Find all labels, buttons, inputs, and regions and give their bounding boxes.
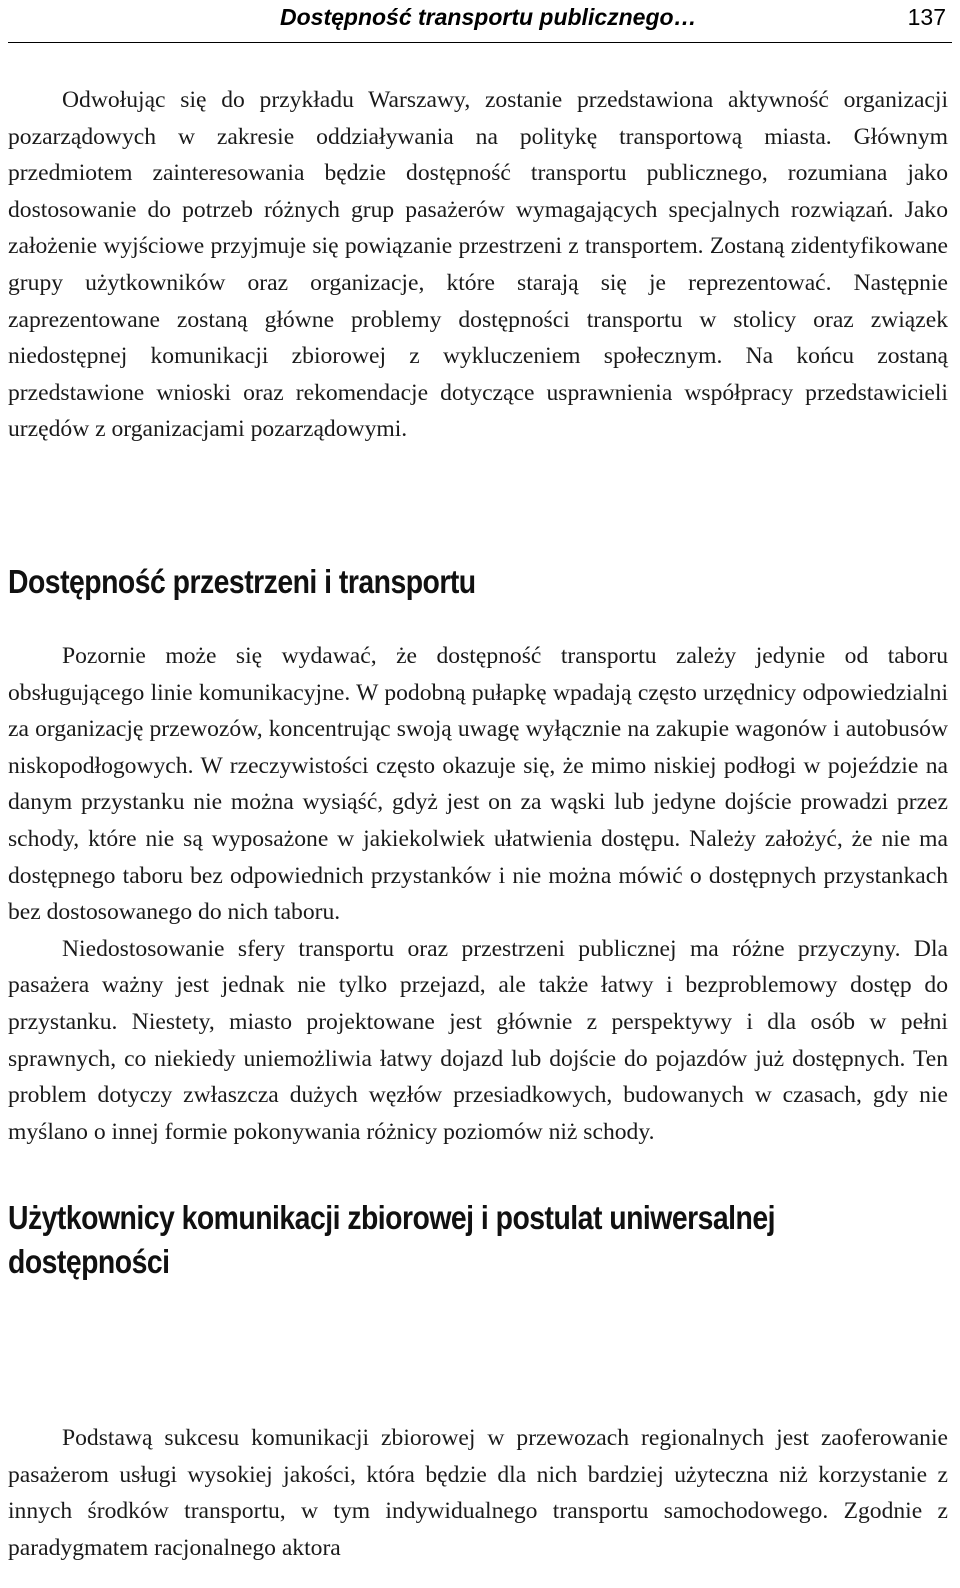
running-head xyxy=(8,0,952,43)
section-heading-users: Użytkownicy komunikacji zbiorowej i postulat uniwersalnej dostępności xyxy=(8,1199,775,1280)
intro-section xyxy=(8,82,948,448)
users-section xyxy=(8,1420,948,1566)
paragraph-podstawa: Podstawą sukcesu komunikacji zbiorowej w przewozach regionalnych jest zaoferowanie pasażerom usługi wysokiej jakości, która będzie dla nich bardziej użyteczna niż korzystanie z innych środków transportu, w tym indywidualnego transportu samochodowego. Zgodnie z paradygmatem racjonalnego aktora xyxy=(8,1425,948,1561)
accessibility-section xyxy=(8,638,948,1150)
section-heading-accessibility: Dostępność przestrzeni i transportu xyxy=(8,563,476,600)
page-number: 137 xyxy=(907,4,946,30)
intro-paragraph: Odwołując się do przykładu Warszawy, zostanie przedstawiona aktywność organizacji pozarządowych w zakresie oddziaływania na politykę transportową miasta. Głównym przedmiotem zainteresowania będzie dostępność transportu publicznego, rozumiana jako dostosowanie do potrzeb różnych grup pasażerów wymagających specjalnych rozwiązań. Jako założenie wyjściowe przyjmuje się powiązanie przestrzeni z transportem. Zostaną zidentyfikowane grupy użytkowników oraz organizacje, które starają się je reprezentować. Następnie zaprezentowane zostaną główne problemy dostępności transportu w stolicy oraz związek niedostępnej komunikacji zbiorowej z wykluczeniem społecznym. Na końcu zostaną przedstawione wnioski oraz rekomendacje dotyczące usprawnienia współpracy przedstawicieli urzędów z organizacjami pozarządowymi. xyxy=(8,87,948,443)
paragraph-niedostosowanie: Niedostosowanie sfery transportu oraz przestrzeni publicznej ma różne przyczyny. Dla pasażera ważny jest jednak nie tylko przejazd, ale także łatwy i bezproblemowy dostęp do przystanku. Niestety, miasto projektowane jest głównie z perspektywy i dla osób w pełni sprawnych, co niekiedy uniemożliwia łatwy dojazd lub dojście do pojazdów już dostępnych. Ten problem dotyczy zwłaszcza dużych węzłów przesiadkowych, budowanych w czasach, gdy nie myślano o innej formie pokonywania różnicy poziomów niż schody. xyxy=(8,935,948,1145)
paragraph-taboru: Pozornie może się wydawać, że dostępność transportu zależy jedynie od taboru obsługującego linie komunikacyjne. W podobną pułapkę wpadają często urzędnicy odpowiedzialni za organizację przewozów, koncentrując swoją uwagę wyłącznie na zakupie wagonów i autobusów niskopodłogowych. W rzeczywistości często okazuje się, że mimo niskiej podłogi w pojeździe na danym przystanku nie można wysiąść, gdyż jest on za wąski lub jedyne dojście prowadzi przez schody, które nie są wyposażone w jakiekolwiek ułatwienia dostępu. Należy założyć, że nie ma dostępnego taboru bez odpowiednich przystanków i nie można mówić o dostępnych przystankach bez dostosowanego do nich taboru. xyxy=(8,643,948,926)
running-head-title: Dostępność transportu publicznego… xyxy=(280,4,697,30)
